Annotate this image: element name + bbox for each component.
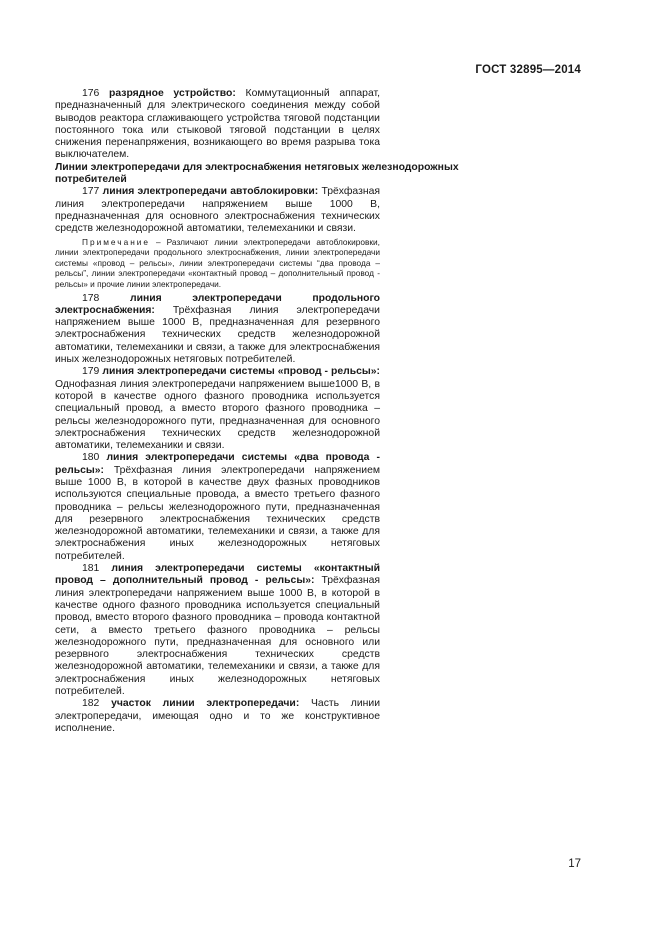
entry-term: линия электропередачи системы «провод - рельсы»: [102,366,381,378]
term-entry-179 [55,366,380,452]
entry-number: 180 [82,452,100,464]
entry-number: 177 [82,186,100,198]
entry-definition: Трёхфазная линия электропередачи напряжением выше 1000 В, в которой в качестве двух фазных проводников используются специальные провода, а вместо третьего фазного проводника – рельсы железнодорожного пути, предназначенная для резервного электроснабжения технических средств железнодорожной автоматики, телемеханики и связи, а также для электроснабжения иных железнодорожных нетяговых потребителей. [55,464,380,562]
term-entry-182 [55,698,380,735]
document-standard-header: ГОСТ 32895—2014 [475,64,581,76]
entry-number: 182 [82,698,100,710]
entry-term: линия электропередачи продольного электроснабжения: [55,292,381,316]
note-paragraph [55,237,380,290]
entry-term: линия электропередачи автоблокировки: [102,186,319,198]
entry-number: 179 [82,366,100,378]
entry-term: линия электропередачи системы «контактный провод – дополнительный провод - рельсы»: [55,563,380,587]
entry-term: разрядное устройство: [109,88,236,99]
note-label: Примечание [82,236,151,247]
entry-number: 181 [82,563,100,575]
entry-definition: Трёхфазная линия электропередачи напряжением выше 1000 В, предназначенная для основного электроснабжения технических средств железнодорожной автоматики, телемеханики и связи. [55,186,380,235]
entry-definition: Коммутационный аппарат, предназначенный для электрического соединения между собой выводов реактора сглаживающего устройства тяговой подстанции постоянного тока или стыковой тяговой подстанции в целях снижения перенапряжения, возникающего во время разрыва тока выключателем. [55,88,380,161]
entry-term: участок линии электропередачи: [111,698,300,710]
entry-number: 178 [82,292,100,304]
term-entry-178 [55,293,380,367]
term-entry-180 [55,452,380,563]
entry-number: 176 [82,88,100,99]
note-text: – Различают линии электропередачи автоблокировки, линии электропередачи продольного электроснабжения, линии электропередачи системы «провод – рельсы», линии электропередачи системы “два провода – рельсы”, линии электропередачи «контактный провод – дополнительный провод - рельсы» и прочие линии электропередачи. [55,236,380,289]
entry-definition: Часть линии электропередачи, имеющая одно и то же конструктивное исполнение. [55,698,380,734]
term-entry-176 [55,88,380,162]
section-heading: Линии электропередачи для электроснабжения нетяговых железнодорожных потребителей [55,161,459,186]
entry-term: линия электропередачи системы «два провода - рельсы»: [55,452,380,476]
entry-definition: Трёхфазная линия электропередачи напряжением выше 1000 В, в которой в качестве одного фазного проводника используется специальный провод, вместо второго фазного проводника – провода контактной сети, а вместо третьего фазного проводника – рельсы железнодорожного пути, предназначенная для основного или резервного электроснабжения технических средств железнодорожной автоматики, телемеханики и связи, а также для электроснабжения иных железнодорожных нетяговых потребителей. [55,575,380,698]
page-number: 17 [568,858,581,870]
term-entry-181 [55,563,380,698]
document-body [55,88,459,735]
term-entry-177 [55,186,380,235]
entry-definition: Однофазная линия электропередачи напряжением выше1000 В, в которой в качестве одного фазного проводника используется специальный провод, а вместо второго фазного проводника – рельсы железнодорожного пути, предназначенная для основного электроснабжения технических средств железнодорожной автоматики, телемеханики и связи. [55,378,380,452]
entry-definition: Трёхфазная линия электропередачи напряжением выше 1000 В, предназначенная для резервного электроснабжения технических средств железнодорожной автоматики, телемеханики и связи, а также для электроснабжения иных железнодорожных нетяговых потребителей. [55,304,380,366]
